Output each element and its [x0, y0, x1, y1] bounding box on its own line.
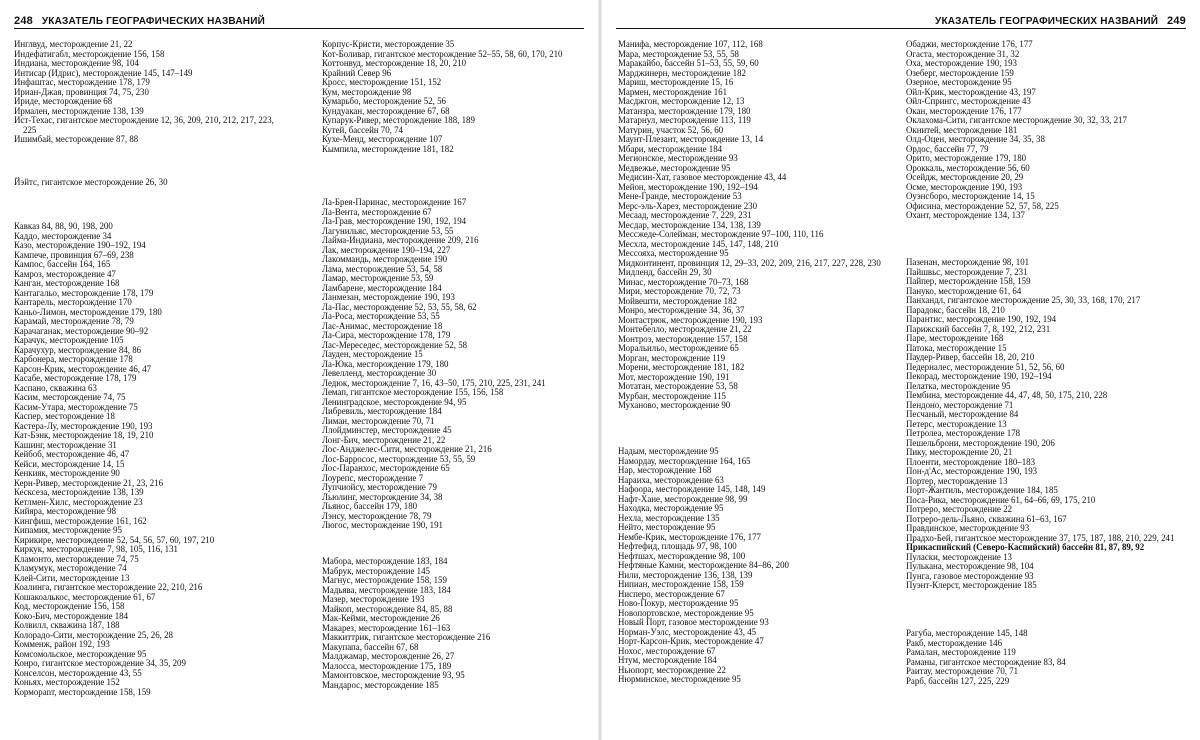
right-header-rule — [616, 28, 1186, 29]
index-entry: Правдинское, месторождение 93 — [906, 523, 1030, 533]
index-entry: Ла-Пас, месторождение 52, 53, 55, 58, 62 — [322, 301, 477, 312]
index-entry: Маккиттрик, гигантское месторождение 216 — [322, 632, 491, 642]
index-entry: Обаджи, месторождение 176, 177 — [906, 39, 1033, 49]
index-entry: Медисин-Хат, газовое месторождение 43, 44 — [618, 172, 787, 182]
index-section — [906, 40, 1181, 221]
index-entry: Окнитей, месторождение 181 — [906, 124, 1018, 135]
index-entry: Ла-Юка, месторождение 179, 180 — [322, 358, 449, 369]
index-entry: Кантарель, месторождение 170 — [14, 297, 132, 307]
index-entry: Ордос, бассейн 77, 79 — [906, 143, 989, 154]
index-entry: Матурин, участок 52, 56, 60 — [618, 124, 724, 135]
index-entry: Камрoз, месторождение 47 — [14, 268, 116, 279]
index-entry: Карачаганак, месторождение 90–92 — [14, 325, 149, 336]
index-entry: Пулькана, месторождение 98, 104 — [906, 561, 1034, 571]
index-entry: Колорадо-Сити, месторождение 25, 26, 28 — [14, 629, 173, 640]
index-entry: Портер, месторождение 13 — [906, 475, 1008, 486]
index-entry: Петерс, месторождение 13 — [906, 418, 1007, 429]
index-entry: Прикаспийский (Северо-Каспийский) бассейн 81, 87, 89, 92 — [906, 542, 1145, 552]
index-entry: Мармен, месторождение 161 — [618, 86, 727, 97]
index-entry: Индиана, месторождение 98, 104 — [14, 58, 139, 68]
index-entry: Поса-Рика, месторождение 61, 64–66, 69, 175, 210 — [906, 494, 1096, 505]
index-entry: Лакоммандь, месторождение 190 — [322, 254, 448, 264]
index-entry: Кейбоб, месторождение 46, 47 — [14, 449, 130, 459]
index-entry: Пекорад, месторождение 190, 192–194 — [906, 371, 1052, 381]
index-section — [14, 178, 289, 188]
index-entry: Пендоно, месторождение 71 — [906, 399, 1014, 410]
index-entry: Пануко, месторождение 61, 64 — [906, 285, 1022, 296]
index-entry: Карачук, месторождение 105 — [14, 335, 124, 345]
index-entry: Кламонто, месторождение 74, 75 — [14, 553, 139, 564]
index-entry: Макарез, месторождение 161–163 — [322, 622, 451, 633]
index-entry: Мариш, месторождение 15, 16 — [618, 77, 734, 87]
index-entry: Касим, месторождение 74, 75 — [14, 392, 126, 402]
index-entry: Осейдж, месторождение 20, 29 — [906, 172, 1024, 182]
index-entry: Лос-Барросос, месторождение 53, 55, 59 — [322, 453, 476, 464]
index-entry: Лос-Паранхос, месторождение 65 — [322, 463, 450, 473]
index-entry: Ла-Грав, месторождение 190, 192, 194 — [322, 216, 467, 226]
index-entry: Мерс-эль-Харез, месторождение 230 — [618, 200, 758, 211]
index-entry: Нейто, месторождение 95 — [618, 522, 716, 532]
index-entry: Мот, месторождение 190, 191 — [618, 371, 730, 382]
index-entry: Казо, месторождение 190–192, 194 — [14, 240, 146, 250]
index-entry: Конро, гигантское месторождение 34, 35, 209 — [14, 658, 186, 668]
index-entry: Ракб, месторождение 146 — [906, 637, 1003, 648]
index-entry: Лауден, месторождение 15 — [322, 349, 423, 359]
index-entry: Мбари, месторождение 184 — [618, 143, 723, 154]
index-entry: Мандарос, месторождение 185 — [322, 679, 439, 690]
index-section — [618, 40, 893, 411]
index-entry: Муханово, месторождение 90 — [618, 400, 731, 410]
index-entry: Кормораnт, месторождение 158, 159 — [14, 686, 151, 697]
index-entry: Индефатигабл, месторождение 156, 158 — [14, 48, 165, 59]
index-entry: Ледюк, месторождение 7, 16, 43–50, 175, 210, 225, 231, 241 — [322, 377, 546, 388]
index-entry: Нар, месторождение 168 — [618, 465, 712, 475]
index-entry: Минас, месторождение 70–73, 168 — [618, 276, 749, 287]
index-entry: Ишимбай, месторождение 87, 88 — [14, 134, 139, 144]
index-entry: Корпус-Кристи, месторождение 35 — [322, 39, 455, 49]
index-entry: Мабора, месторождение 183, 184 — [322, 556, 448, 566]
index-section — [14, 222, 289, 697]
index-section — [14, 40, 289, 145]
index-entry: Патока, месторождение 15 — [906, 342, 1007, 353]
index-entry: Медвежье, месторождение 95 — [618, 162, 731, 173]
index-entry: Касабе, месторождение 178, 179 — [14, 373, 137, 383]
index-entry: Пембина, месторождение 44, 47, 48, 50, 175, 210, 228 — [906, 390, 1108, 400]
index-entry: Месхла, месторождение 145, 147, 148, 210 — [618, 238, 779, 249]
index-entry: Ла-Сира, месторождение 178, 179 — [322, 330, 451, 340]
index-entry: Моральильо, месторождение 65 — [618, 343, 739, 353]
index-entry: Прадхо-Бей, гигантское месторождение 37, 175, 187, 188, 210, 229, 241 — [906, 532, 1175, 543]
index-entry: Ново-Покур, месторождение 95 — [618, 598, 739, 608]
index-entry: Карамай, месторождение 78, 79 — [14, 316, 134, 326]
index-entry: Монтроз, месторождение 157, 158 — [618, 333, 748, 344]
index-entry: Мак-Кейми, месторождение 26 — [322, 613, 440, 623]
left-header-rule — [14, 28, 584, 29]
index-entry: Мири, месторождение 70, 72, 73 — [618, 286, 741, 296]
index-entry: Мамонтовское, месторождение 93, 95 — [322, 670, 465, 680]
index-entry: Намордау, месторождение 164, 165 — [618, 455, 751, 466]
index-entry: Масджгон, месторождение 12, 13 — [618, 96, 745, 106]
index-entry: Кухе-Менд, месторождение 107 — [322, 134, 443, 144]
index-entry: Пайшвьс, месторождение 7, 231 — [906, 266, 1028, 277]
index-entry: Мойвешти, месторождение 182 — [618, 295, 737, 306]
index-entry: Макупапа, бассейн 67, 68 — [322, 641, 419, 652]
index-entry: Майкоп, месторождение 84, 85, 88 — [322, 603, 453, 614]
index-entry: Нохос, месторождение 67 — [618, 645, 716, 656]
index-entry: Канган, месторождение 168 — [14, 278, 120, 288]
index-entry: Плоенти, месторождение 180–183 — [906, 456, 1036, 467]
index-entry: Комсомольское, месторождение 95 — [14, 648, 147, 659]
index-entry: Мурбан, месторождение 115 — [618, 390, 726, 401]
index-entry: Нехла, месторождение 135 — [618, 512, 720, 523]
index-entry: Ньюпорт, месторождение 22 — [618, 664, 726, 675]
index-entry: Окан, месторождение 176, 177 — [906, 105, 1022, 116]
index-entry: Педерналес, месторождение 51, 52, 56, 60 — [906, 361, 1065, 372]
index-entry: Новый Порт, газовое месторождение 93 — [618, 617, 769, 627]
index-entry: Кампос, бассейн 164, 165 — [14, 259, 111, 269]
index-entry: Кум, месторождение 98 — [322, 86, 412, 97]
index-entry: Потреро, месторождение 22 — [906, 504, 1013, 514]
index-entry: Каспано, скважина 63 — [14, 382, 97, 393]
index-entry: Купарук-Ривер, месторождение 188, 189 — [322, 115, 475, 125]
index-entry: Ленинградское, месторождение 94, 95 — [322, 396, 467, 407]
index-entry: Месдар, месторождение 134, 138, 139 — [618, 219, 761, 230]
index-entry: Ланмезан, месторождение 190, 193 — [322, 292, 455, 302]
index-entry: Керн-Ривер, месторождение 21, 23, 216 — [14, 477, 164, 488]
index-entry: Ла-Вента, месторождение 67 — [322, 206, 432, 217]
index-entry: Оклахома-Сити, гигантское месторождение 30, 32, 33, 217 — [906, 115, 1127, 125]
index-entry: Клей-Сити, месторождение 13 — [14, 572, 130, 583]
left-page-header — [14, 15, 265, 27]
index-section — [906, 258, 1181, 591]
index-entry: Нипиан, месторождение 158, 159 — [618, 579, 744, 589]
index-entry: Малджамар, месторождение 26, 27 — [322, 651, 455, 661]
index-entry: Озерное, месторождение 95 — [906, 77, 1012, 87]
index-entry: Каньо-Лимон, месторождение 179, 180 — [14, 306, 162, 317]
index-entry: Мадьява, месторождение 183, 184 — [322, 584, 451, 595]
index-entry: Кастера-Лу, месторождение 190, 193 — [14, 420, 153, 431]
index-entry: Магнус, месторождение 158, 159 — [322, 575, 447, 585]
index-entry: Охант, месторождение 134, 137 — [906, 210, 1025, 220]
index-entry: Кот-Боливар, гигантское месторождение 52–55, 58, 60, 170, 210 — [322, 48, 563, 59]
index-entry: Паудер-Ривер, бассейн 18, 20, 210 — [906, 352, 1035, 362]
index-entry: Ламбарене, месторождение 184 — [322, 282, 442, 293]
index-entry: Огаста, месторождение 31, 32 — [906, 48, 1020, 59]
index-entry: Коко-Бич, месторождение 184 — [14, 610, 129, 621]
index-entry: Кейси, месторождение 14, 15 — [14, 458, 125, 469]
index-entry: Пику, месторождение 20, 21 — [906, 447, 1013, 457]
index-entry: Нараиха, месторождение 63 — [618, 474, 724, 485]
index-entry: Мотатан, месторождение 53, 58 — [618, 381, 738, 391]
index-entry: Мене-Гранде, месторождение 53 — [618, 191, 742, 201]
right-page — [600, 0, 1200, 740]
index-section — [322, 557, 597, 690]
index-entry: Карачухур, месторождение 84, 86 — [14, 344, 142, 355]
index-entry: Мегионское, месторождение 93 — [618, 153, 738, 163]
index-entry: Морени, месторождение 181, 182 — [618, 362, 745, 372]
index-entry: Паре, месторождение 168 — [906, 333, 1004, 343]
index-entry: Конселсон, месторождение 43, 55 — [14, 667, 142, 678]
index-entry: Оха, месторождение 190, 193 — [906, 58, 1017, 68]
index-entry: Карсон-Крик, месторождение 46, 47 — [14, 363, 152, 374]
index-entry: Мидконтинент, провинция 12, 29–33, 202, 209, 216, 217, 227, 228, 230 — [618, 257, 881, 268]
index-section — [322, 198, 597, 531]
index-entry: Малосса, месторождение 175, 189 — [322, 660, 452, 671]
index-entry: Пон-д'Ас, месторождение 190, 193 — [906, 466, 1038, 476]
index-entry: Парантис, месторождение 190, 192, 194 — [906, 314, 1057, 324]
index-entry: Либревиль, месторождение 184 — [322, 406, 442, 416]
index-entry: Рамалан, месторождение 119 — [906, 647, 1016, 657]
index-entry: Лак, месторождение 190–194, 227 — [322, 244, 451, 255]
index-entry: Ист-Техас, гигантское месторождение 12, 36, 209, 210, 212, 217, 223, 225 — [14, 115, 274, 135]
index-entry: Каспер, месторождение 18 — [14, 411, 115, 421]
index-entry: Кат-Бэнк, месторождение 18, 19, 210 — [14, 430, 154, 440]
index-entry: Пуласки, месторождение 13 — [906, 551, 1012, 562]
index-entry: Пешельброни, месторождение 190, 206 — [906, 437, 1055, 448]
index-entry: Раманы, гигантское месторождение 83, 84 — [906, 656, 1066, 667]
index-entry: Инглвуд, месторождение 21, 22 — [14, 39, 133, 49]
index-entry: Левелленд, месторождение 30 — [322, 368, 437, 378]
index-entry: Кантагальо, месторождение 178, 179 — [14, 287, 154, 298]
index-entry: Мидленд, бассейн 29, 30 — [618, 267, 712, 277]
index-entry: Коалинга, гигантское месторождение 22, 210, 216 — [14, 582, 203, 592]
index-entry: Лос-Анджелес-Сити, месторождение 21, 216 — [322, 444, 492, 454]
index-entry: Кипамия, месторождение 95 — [14, 525, 122, 535]
right-page-header — [935, 15, 1186, 27]
index-entry: Ллойдминстер, месторождение 45 — [322, 425, 452, 435]
index-entry: Норман-Уэлс, месторождение 43, 45 — [618, 626, 757, 637]
index-entry: Крайний Север 96 — [322, 67, 392, 78]
index-entry: Нили, месторождение 136, 138, 139 — [618, 569, 753, 580]
index-entry: Нисперо, месторождение 67 — [618, 588, 725, 599]
index-entry: Раитау, месторождение 70, 71 — [906, 666, 1019, 676]
index-entry: Парадокс, бассейн 18, 210 — [906, 304, 1005, 315]
index-entry: Кесксеза, месторождение 138, 139 — [14, 487, 144, 497]
index-entry: Кросс, месторождение 151, 152 — [322, 77, 442, 87]
right-page-number: 249 — [1167, 15, 1186, 27]
index-entry: Ойл-Крик, месторождение 43, 197 — [906, 86, 1036, 97]
index-entry: Кутей, бассейн 70, 74 — [322, 124, 403, 135]
index-entry: Орито, месторождение 179, 180 — [906, 153, 1027, 163]
index-entry: Пайпер, месторождение 158, 159 — [906, 276, 1031, 286]
index-entry: Маракайбо, бассейн 51–53, 55, 59, 60 — [618, 58, 759, 68]
index-entry: Петролеа, месторождение 178 — [906, 428, 1021, 438]
index-entry: Ириан-Джая, провинция 74, 75, 230 — [14, 86, 149, 97]
index-entry: Нафоора, месторождение 145, 148, 149 — [618, 484, 766, 494]
index-entry: Матарнул, месторождение 113, 119 — [618, 115, 751, 125]
index-entry: Рагуба, месторождение 145, 148 — [906, 628, 1028, 638]
index-entry: Оуэнсборо, месторождение 14, 15 — [906, 191, 1035, 201]
index-entry: Мессжеде-Солейман, месторождение 97–100, 110, 116 — [618, 229, 824, 239]
index-entry: Нефтефид, площадь 97, 98, 100 — [618, 541, 737, 551]
index-entry: Лас-Мереседес, месторождение 52, 58 — [322, 339, 468, 350]
index-entry: Каддо, месторождение 34 — [14, 230, 112, 241]
index-entry: Льянос, бассейн 179, 180 — [322, 501, 418, 511]
index-entry: Кетлмен-Хилс, месторождение 23 — [14, 496, 143, 507]
index-entry: Кирикире, месторождение 52, 54, 56, 57, 60, 197, 210 — [14, 534, 215, 545]
index-entry: Мазер, месторождение 193 — [322, 594, 425, 604]
index-entry: Кенкияк, месторождение 90 — [14, 468, 120, 478]
index-entry: Порт-Жантиль, месторождение 184, 185 — [906, 485, 1058, 495]
index-entry: Лайма-Индиана, месторождение 209, 216 — [322, 235, 479, 245]
index-entry: Лас-Анимас, месторождение 18 — [322, 320, 443, 331]
index-entry: Ла-Брея-Паринас, месторождение 167 — [322, 197, 467, 207]
index-entry: Нтум, месторождение 184 — [618, 655, 717, 665]
index-entry: Офисина, месторождение 52, 57, 58, 225 — [906, 200, 1059, 211]
index-entry: Код, месторождение 156, 158 — [14, 601, 125, 611]
index-entry: Ирмален, месторождение 138, 139 — [14, 105, 144, 116]
index-entry: Лама, месторождение 53, 54, 58 — [322, 263, 443, 274]
index-entry: Коньях, месторождение 152 — [14, 677, 120, 687]
index-entry: Пуэнт-Клерст, месторождение 185 — [906, 580, 1037, 590]
index-entry: Киркук, месторождение 7, 98, 105, 116, 131 — [14, 544, 178, 554]
index-entry: Монтастрюк, месторождение 190, 193 — [618, 314, 763, 325]
index-entry: Мабрук, месторождение 145 — [322, 565, 430, 576]
index-entry: Ойл-Спрингс, месторождение 43 — [906, 96, 1031, 106]
index-entry: Марджинерн, месторождение 182 — [618, 67, 746, 78]
index-entry: Олд-Оцен, месторождение 34, 35, 38 — [906, 134, 1045, 144]
index-entry: Панхандл, гигантское месторождение 25, 30, 33, 168, 170, 217 — [906, 295, 1141, 305]
index-section — [322, 40, 597, 154]
index-entry: Нафт-Хане, месторождение 98, 99 — [618, 493, 748, 504]
index-section — [906, 629, 1181, 686]
index-entry: Матанзра, месторождение 179, 180 — [618, 105, 751, 116]
index-entry: Лупчиойсу, месторождение 79 — [322, 482, 437, 492]
index-entry: Месаад, месторождение 7, 229, 231 — [618, 210, 752, 220]
index-entry: Морган, месторождение 119 — [618, 352, 726, 363]
index-entry: Нефтяные Камни, месторождение 84–86, 200 — [618, 560, 789, 570]
index-entry: Монтебелло, месторождение 21, 22 — [618, 324, 752, 334]
index-entry: Кошакоалькос, месторождение 61, 67 — [14, 591, 156, 602]
index-entry: Кампече, провинция 67–69, 238 — [14, 249, 134, 260]
index-entry: Льюлинг, месторождение 34, 38 — [322, 491, 443, 502]
index-entry: Кламумук, месторождение 74 — [14, 563, 127, 573]
index-entry: Кингфиш, месторождение 161, 162 — [14, 515, 147, 526]
index-entry: Ламар, месторождение 53, 59 — [322, 273, 434, 283]
index-entry: Монро, месторождение 34, 36, 37 — [618, 305, 745, 315]
index-entry: Ороккаль, месторождение 56, 60 — [906, 162, 1030, 173]
index-entry: Нефтшах, месторождение 98, 100 — [618, 550, 746, 561]
index-entry: Ла-Роса, месторождение 53, 55 — [322, 311, 440, 321]
index-entry: Лемап, гигантское месторождение 155, 156, 158 — [322, 387, 504, 397]
index-entry: Осме, месторождение 190, 193 — [906, 181, 1023, 192]
right-page-title: УКАЗАТЕЛЬ ГЕОГРАФИЧЕСКИХ НАЗВАНИЙ — [935, 16, 1159, 27]
index-entry: Песчаный, месторождение 84 — [906, 409, 1019, 419]
index-entry: Норт-Карсон-Крик, месторождение 47 — [618, 636, 764, 646]
index-entry: Коттонвуд, месторождение 18, 20, 210 — [322, 58, 467, 68]
index-entry: Озеберг, месторождение 159 — [906, 67, 1014, 78]
index-entry: Лиман, месторождение 70, 71 — [322, 415, 435, 426]
index-entry: Лоурепс, месторождение 7 — [322, 472, 424, 483]
index-entry: Йэйтс, гигантское месторождение 26, 30 — [14, 177, 168, 187]
index-entry: Нюрминское, месторождение 95 — [618, 674, 741, 684]
index-entry: Кийяра, месторождение 98 — [14, 506, 117, 516]
left-page-title: УКАЗАТЕЛЬ ГЕОГРАФИЧЕСКИХ НАЗВАНИЙ — [41, 16, 265, 27]
index-entry: Кундуакан, месторождение 67, 68 — [322, 105, 450, 116]
index-entry: Интисар (Идрис), месторождение 145, 147–149 — [14, 67, 193, 78]
index-entry: Ириде, месторождение 68 — [14, 96, 113, 106]
index-entry: Комменж, район 192, 193 — [14, 639, 110, 649]
index-entry: Маунт-Плезант, месторождение 13, 14 — [618, 134, 764, 144]
index-entry: Пунга, газовое месторождение 93 — [906, 570, 1034, 581]
index-entry: Карбонера, месторождение 178 — [14, 354, 133, 364]
index-entry: Лонг-Бич, месторождение 21, 22 — [322, 434, 446, 445]
index-entry: Колвилл, скважина 187, 188 — [14, 620, 120, 630]
index-entry: Кашинг, месторождение 31 — [14, 439, 117, 450]
index-entry: Манифа, месторождение 107, 112, 168 — [618, 39, 763, 49]
index-entry: Касим-Утара, месторождение 75 — [14, 401, 138, 412]
index-entry: Пелатка, месторождение 95 — [906, 380, 1011, 391]
index-entry: Пазенан, месторождение 98, 101 — [906, 257, 1030, 267]
index-entry: Находка, месторождение 95 — [618, 503, 724, 513]
index-entry: Лагунильяс, месторождение 53, 55 — [322, 225, 454, 236]
index-entry: Парижский бассейн 7, 8, 192, 212, 231 — [906, 323, 1051, 334]
index-entry: Мара, месторождение 53, 55, 58 — [618, 48, 739, 59]
index-entry: Люгос, месторождение 190, 191 — [322, 520, 443, 530]
index-entry: Кымпила, месторождение 181, 182 — [322, 143, 454, 154]
index-entry: Новопортовское, месторождение 95 — [618, 607, 754, 618]
index-section — [618, 447, 893, 685]
index-entry: Надым, месторождение 95 — [618, 446, 719, 456]
index-entry: Кумарьбо, месторождение 52, 56 — [322, 96, 446, 106]
index-entry: Кавказ 84, 88, 90, 198, 200 — [14, 221, 113, 231]
index-entry: Рарб, бассейн 127, 225, 229 — [906, 675, 1010, 686]
index-entry: Мессояха, месторождение 95 — [618, 248, 729, 258]
index-entry: Потреро-дель-Льяно, скважина 61–63, 167 — [906, 513, 1067, 524]
index-entry: Лэнсу, месторождение 78, 79 — [322, 510, 432, 521]
index-entry: Нембе-Крик, месторождение 176, 177 — [618, 531, 761, 542]
left-page-number: 248 — [14, 15, 33, 27]
index-entry: Мейон, месторождение 190, 192–194 — [618, 181, 758, 192]
index-entry: Инфаштаc, месторождение 178, 179 — [14, 77, 150, 87]
